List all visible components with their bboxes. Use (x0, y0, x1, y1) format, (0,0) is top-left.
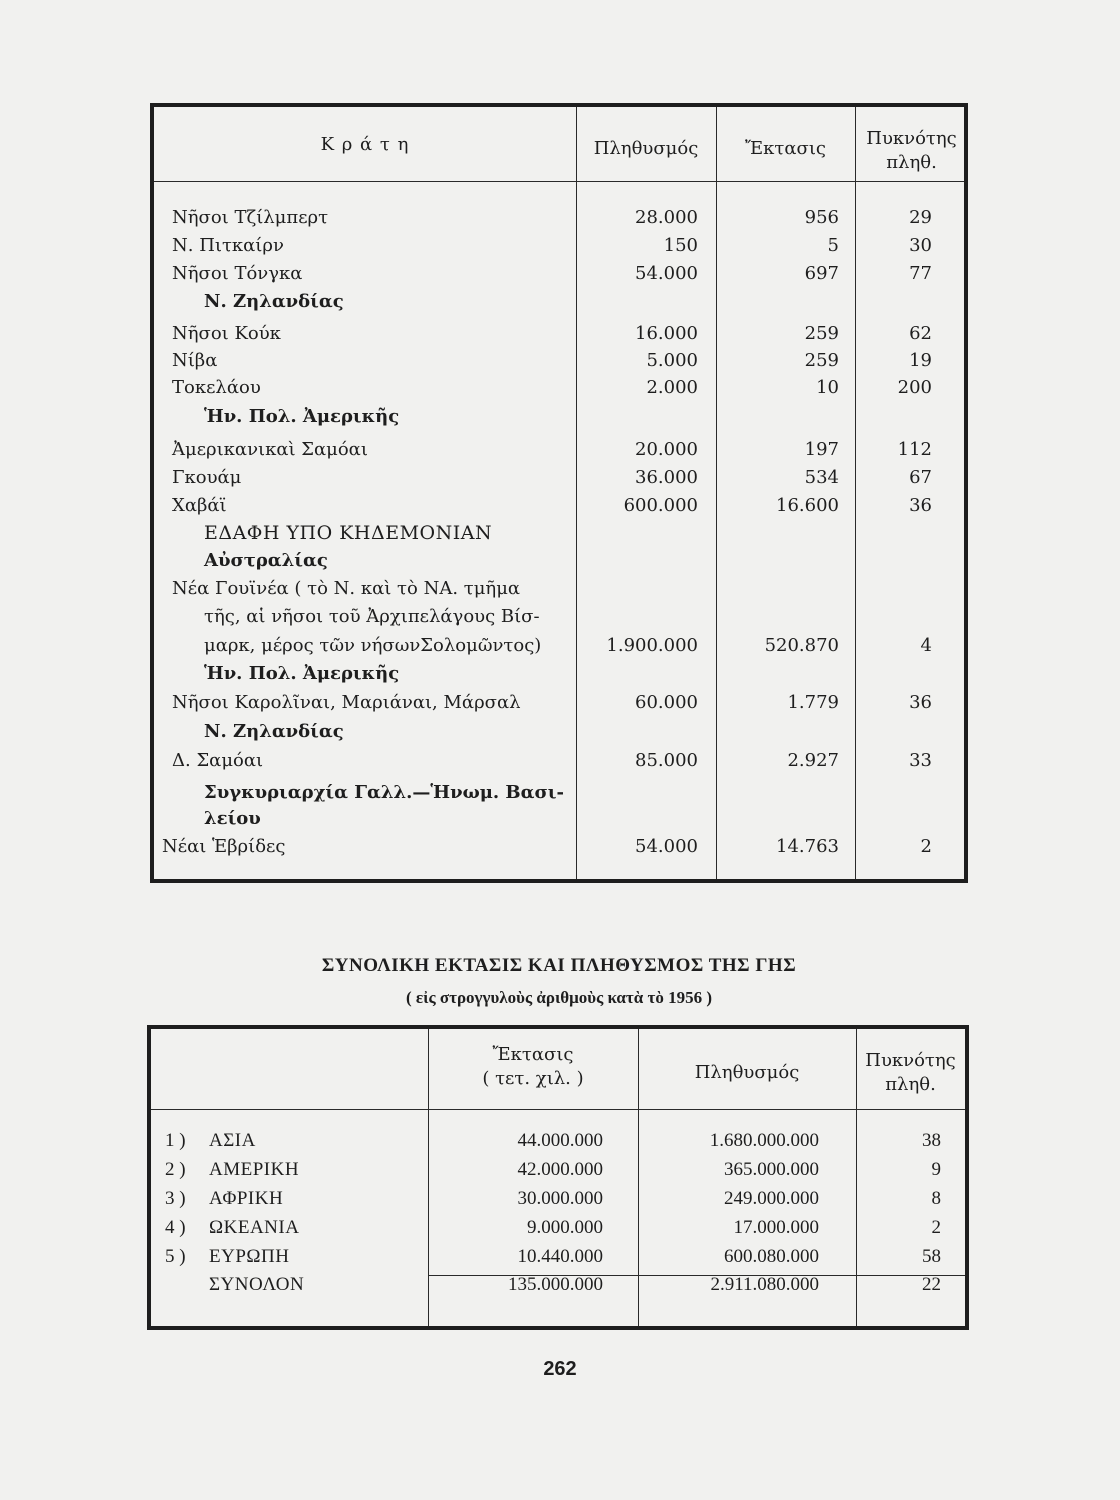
table-row (151, 1156, 965, 1184)
population-value: 600.080.000 (724, 1246, 819, 1267)
area-value: 30.000.000 (517, 1188, 603, 1209)
table-row (154, 632, 964, 660)
header-area: Ἔκτασις (745, 138, 826, 159)
header-divider (154, 181, 964, 182)
state-name: Νέα Γουϊνέα ( τὸ Ν. καὶ τὸ ΝΑ. τμῆμα (172, 578, 521, 599)
state-name: τῆς, αἱ νῆσοι τοῦ Ἀρχιπελάγους Βίσ- (204, 606, 540, 627)
population-value: 85.000 (635, 750, 698, 771)
area-total: 135.000.000 (508, 1274, 603, 1295)
population-value: 600.000 (623, 495, 698, 516)
header-divider (151, 1109, 965, 1110)
state-name: Ν. Πιτκαίρν (172, 235, 284, 256)
density-value: 9 (931, 1159, 941, 1180)
table-row (154, 347, 964, 375)
continent-name: ΩΚΕΑΝΙΑ (209, 1217, 300, 1238)
continents-summary-table (147, 1025, 969, 1330)
population-value: 20.000 (635, 439, 698, 460)
density-value: 33 (909, 750, 932, 771)
section-row (154, 779, 964, 807)
state-name: Νῆσοι Τόνγκα (172, 263, 303, 284)
continent-name: ΑΣΙΑ (209, 1130, 256, 1151)
area-value: 9.000.000 (527, 1217, 603, 1238)
table-row (154, 204, 964, 232)
density-value: 112 (897, 439, 932, 460)
section-row (154, 547, 964, 575)
area-value: 10.440.000 (517, 1246, 603, 1267)
density-value: 36 (909, 495, 932, 516)
header-area-line1: Ἔκτασις (492, 1044, 574, 1065)
table-row (154, 320, 964, 348)
table-row (154, 232, 964, 260)
population-total: 2.911.080.000 (710, 1274, 819, 1295)
area-value: 10 (816, 377, 839, 398)
state-name: Γκουάμ (172, 467, 242, 488)
density-value: 29 (909, 207, 932, 228)
header-population: Πληθυσμός (593, 138, 699, 159)
density-value: 4 (920, 635, 932, 656)
table-row (154, 464, 964, 492)
header-density (856, 1049, 965, 1097)
row-index: 1 ) (165, 1130, 186, 1151)
table-row (154, 747, 964, 775)
header-state: Κ ρ ά τ η (320, 134, 410, 155)
area-value: 534 (804, 467, 839, 488)
density-value: 19 (909, 350, 932, 371)
area-value: 259 (804, 323, 839, 344)
population-value: 16.000 (635, 323, 698, 344)
area-value: 259 (804, 350, 839, 371)
states-population-table (150, 103, 968, 883)
total-label: ΣΥΝΟΛΟΝ (209, 1274, 305, 1295)
population-value: 28.000 (635, 207, 698, 228)
density-value: 200 (897, 377, 932, 398)
total-row (151, 1271, 965, 1299)
density-value: 58 (922, 1246, 941, 1267)
density-value: 36 (909, 692, 932, 713)
row-index: 2 ) (165, 1159, 186, 1180)
density-value: 2 (931, 1217, 941, 1238)
population-value: 1.900.000 (606, 635, 698, 656)
population-value: 2.000 (646, 377, 698, 398)
section-row (154, 805, 964, 833)
section-row (154, 519, 964, 547)
area-value: 1.779 (787, 692, 839, 713)
header-density-line1: Πυκνότης (865, 1050, 956, 1071)
table-row (154, 374, 964, 402)
area-value: 2.927 (787, 750, 839, 771)
continent-name: ΑΜΕΡΙΚΗ (209, 1159, 300, 1180)
state-name: μαρκ, μέρος τῶν νήσωνΣολομῶντος) (204, 635, 542, 656)
section-heading: ΕΔΑΦΗ ΥΠΟ ΚΗΔΕΜΟΝΙΑΝ (204, 522, 493, 544)
continent-name: ΑΦΡΙΚΗ (209, 1188, 284, 1209)
section-row (154, 403, 964, 431)
section-row (154, 660, 964, 688)
state-name: Νῆσοι Τζίλμπερτ (172, 207, 329, 228)
state-name: Ἀμερικανικαὶ Σαμόαι (172, 439, 368, 460)
header-density-line2: πληθ. (885, 1074, 936, 1095)
population-value: 249.000.000 (724, 1188, 819, 1209)
population-value: 17.000.000 (733, 1217, 819, 1238)
header-population: Πληθυσμός (694, 1062, 800, 1083)
row-index: 5 ) (165, 1246, 186, 1267)
header-density: Πυκνότης πληθ. (866, 128, 957, 173)
table-row (151, 1185, 965, 1213)
row-index: 3 ) (165, 1188, 186, 1209)
density-value: 30 (909, 235, 932, 256)
page-number: 262 (543, 1358, 577, 1380)
density-value: 67 (909, 467, 932, 488)
table-row (154, 689, 964, 717)
table-row (154, 436, 964, 464)
density-value: 2 (920, 836, 932, 857)
area-value: 42.000.000 (517, 1159, 603, 1180)
table-row (154, 492, 964, 520)
state-name: Τοκελάου (172, 377, 261, 398)
continent-name: ΕΥΡΩΠΗ (209, 1246, 290, 1267)
population-value: 54.000 (635, 836, 698, 857)
area-value: 5 (827, 235, 839, 256)
table-row (151, 1214, 965, 1242)
state-name: Νέαι Ἑβρίδες (162, 836, 286, 857)
population-value: 54.000 (635, 263, 698, 284)
area-value: 697 (804, 263, 839, 284)
area-value: 956 (804, 207, 839, 228)
density-value: 62 (909, 323, 932, 344)
section-heading: Ν. Ζηλανδίας (204, 291, 344, 312)
table-row (154, 575, 964, 603)
section-row (154, 288, 964, 316)
state-name: Νῆσοι Καρολῖναι, Μαριάναι, Μάρσαλ (172, 692, 521, 713)
section-title: ΣΥΝΟΛΙΚΗ ΕΚΤΑΣΙΣ ΚΑΙ ΠΛΗΘΥΣΜΟΣ ΤΗΣ ΓΗΣ (321, 955, 797, 976)
density-value: 77 (909, 263, 932, 284)
section-row (154, 718, 964, 746)
table-row (154, 260, 964, 288)
area-value: 197 (804, 439, 839, 460)
header-area-line2: ( τετ. χιλ. ) (482, 1068, 584, 1089)
state-name: Χαβάϊ (172, 495, 227, 516)
state-name: Δ. Σαμόαι (172, 750, 264, 771)
header-area (428, 1043, 638, 1091)
section-heading: Ἡν. Πολ. Ἀμερικῆς (204, 406, 400, 427)
section-heading: Ν. Ζηλανδίας (204, 721, 344, 742)
area-value: 16.600 (776, 495, 839, 516)
population-value: 60.000 (635, 692, 698, 713)
population-value: 36.000 (635, 467, 698, 488)
density-value: 8 (931, 1188, 941, 1209)
section-heading: Συγκυριαρχία Γαλλ.—Ἡνωμ. Βασι- (204, 782, 564, 803)
density-total: 22 (922, 1274, 941, 1295)
table-row (151, 1243, 965, 1271)
section-subtitle: ( εἰς στρογγυλοὺς ἀριθμοὺς κατὰ τὸ 1956 ) (406, 988, 712, 1007)
area-value: 14.763 (776, 836, 839, 857)
density-value: 38 (922, 1130, 941, 1151)
table-row (154, 833, 964, 861)
section-heading: λείου (204, 808, 261, 829)
population-value: 365.000.000 (724, 1159, 819, 1180)
section-heading: Αὐστραλίας (204, 550, 328, 571)
state-name: Νίβα (172, 350, 218, 371)
section-heading: Ἡν. Πολ. Ἀμερικῆς (204, 663, 400, 684)
state-name: Νῆσοι Κούκ (172, 323, 281, 344)
area-value: 44.000.000 (517, 1130, 603, 1151)
table-row (154, 603, 964, 631)
population-value: 150 (663, 235, 698, 256)
row-index: 4 ) (165, 1217, 186, 1238)
population-value: 1.680.000.000 (709, 1130, 819, 1151)
area-value: 520.870 (764, 635, 839, 656)
table-row (151, 1127, 965, 1155)
population-value: 5.000 (646, 350, 698, 371)
